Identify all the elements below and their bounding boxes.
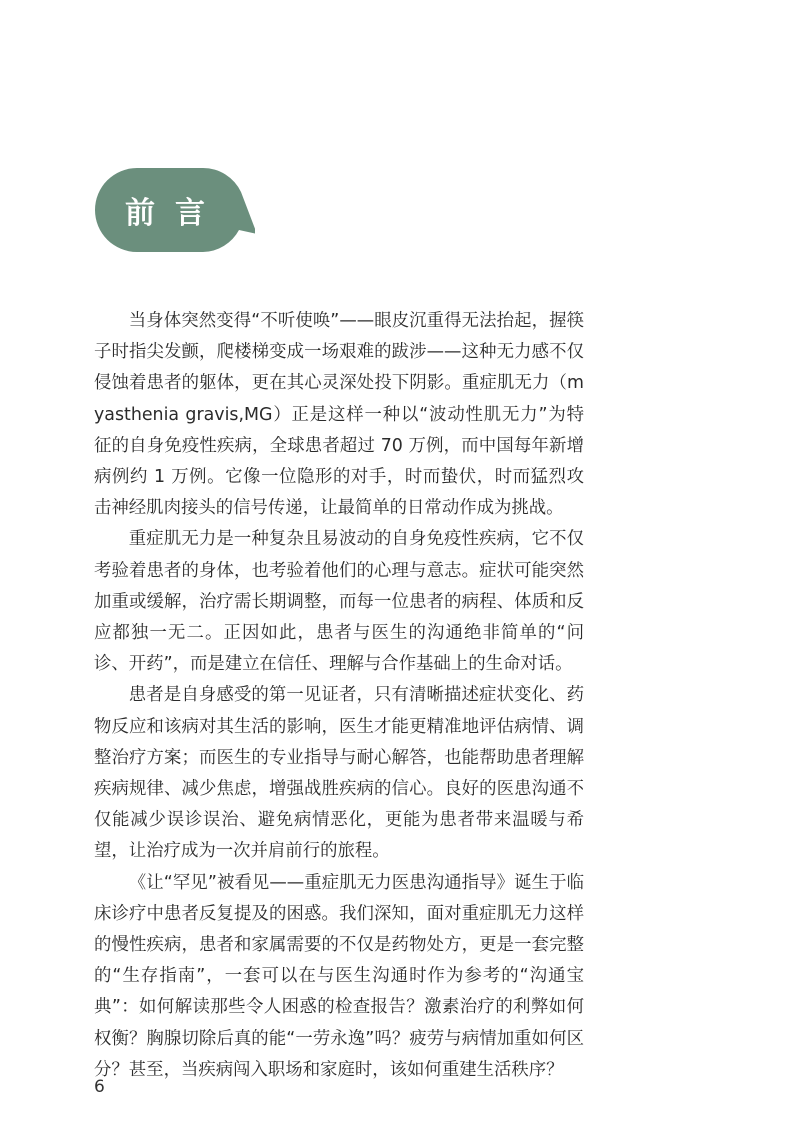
paragraph-3: 患者是自身感受的第一见证者，只有清晰描述症状变化、药物反应和该病对其生活的影响，医生才能更精准地评估病情、调整治疗方案；而医生的专业指导与耐心解答，也能帮助患者理解疾病规律、减少焦虑，增强战胜疾病的信心。良好的医患沟通不仅能减少误诊误治、避免病情恶化，更能为患者带来温暖与希望，让治疗成为一次并肩前行的旅程。: [94, 685, 584, 862]
preface-body: [94, 306, 584, 1086]
section-title: 前言: [125, 196, 225, 231]
page-number: 6: [94, 1077, 105, 1097]
paragraph-2: 重症肌无力是一种复杂且易波动的自身免疫性疾病，它不仅考验着患者的身体，也考验着他们的心理与意志。症状可能突然加重或缓解，治疗需长期调整，而每一位患者的病程、体质和反应都独一无二。正因如此，患者与医生的沟通绝非简单的“问诊、开药”，而是建立在信任、理解与合作基础上的生命对话。: [94, 529, 584, 675]
section-heading-badge: [95, 168, 243, 252]
paragraph-4: 《让“罕见”被看见——重症肌无力医患沟通指导》诞生于临床诊疗中患者反复提及的困惑。我们深知，面对重症肌无力这样的慢性疾病，患者和家属需要的不仅是药物处方，更是一套完整的“生存指南”，一套可以在与医生沟通时作为参考的“沟通宝典”：如何解读那些令人困惑的检查报告？激素治疗的利弊如何权衡？胸腺切除后真的能“一劳永逸”吗？疲劳与病情加重如何区分？甚至，当疾病闯入职场和家庭时，该如何重建生活秩序？: [94, 872, 584, 1080]
paragraph-1: 当身体突然变得“不听使唤”——眼皮沉重得无法抬起，握筷子时指尖发颤，爬楼梯变成一场艰难的跋涉——这种无力感不仅侵蚀着患者的躯体，更在其心灵深处投下阴影。重症肌无力（myasthenia gravis,MG）正是这样一种以“波动性肌无力”为特征的自身免疫性疾病，全球患者超过 70 万例，而中国每年新增病例约 1 万例。它像一位隐形的对手，时而蛰伏，时而猛烈攻击神经肌肉接头的信号传递，让最简单的日常动作成为挑战。: [94, 311, 584, 519]
